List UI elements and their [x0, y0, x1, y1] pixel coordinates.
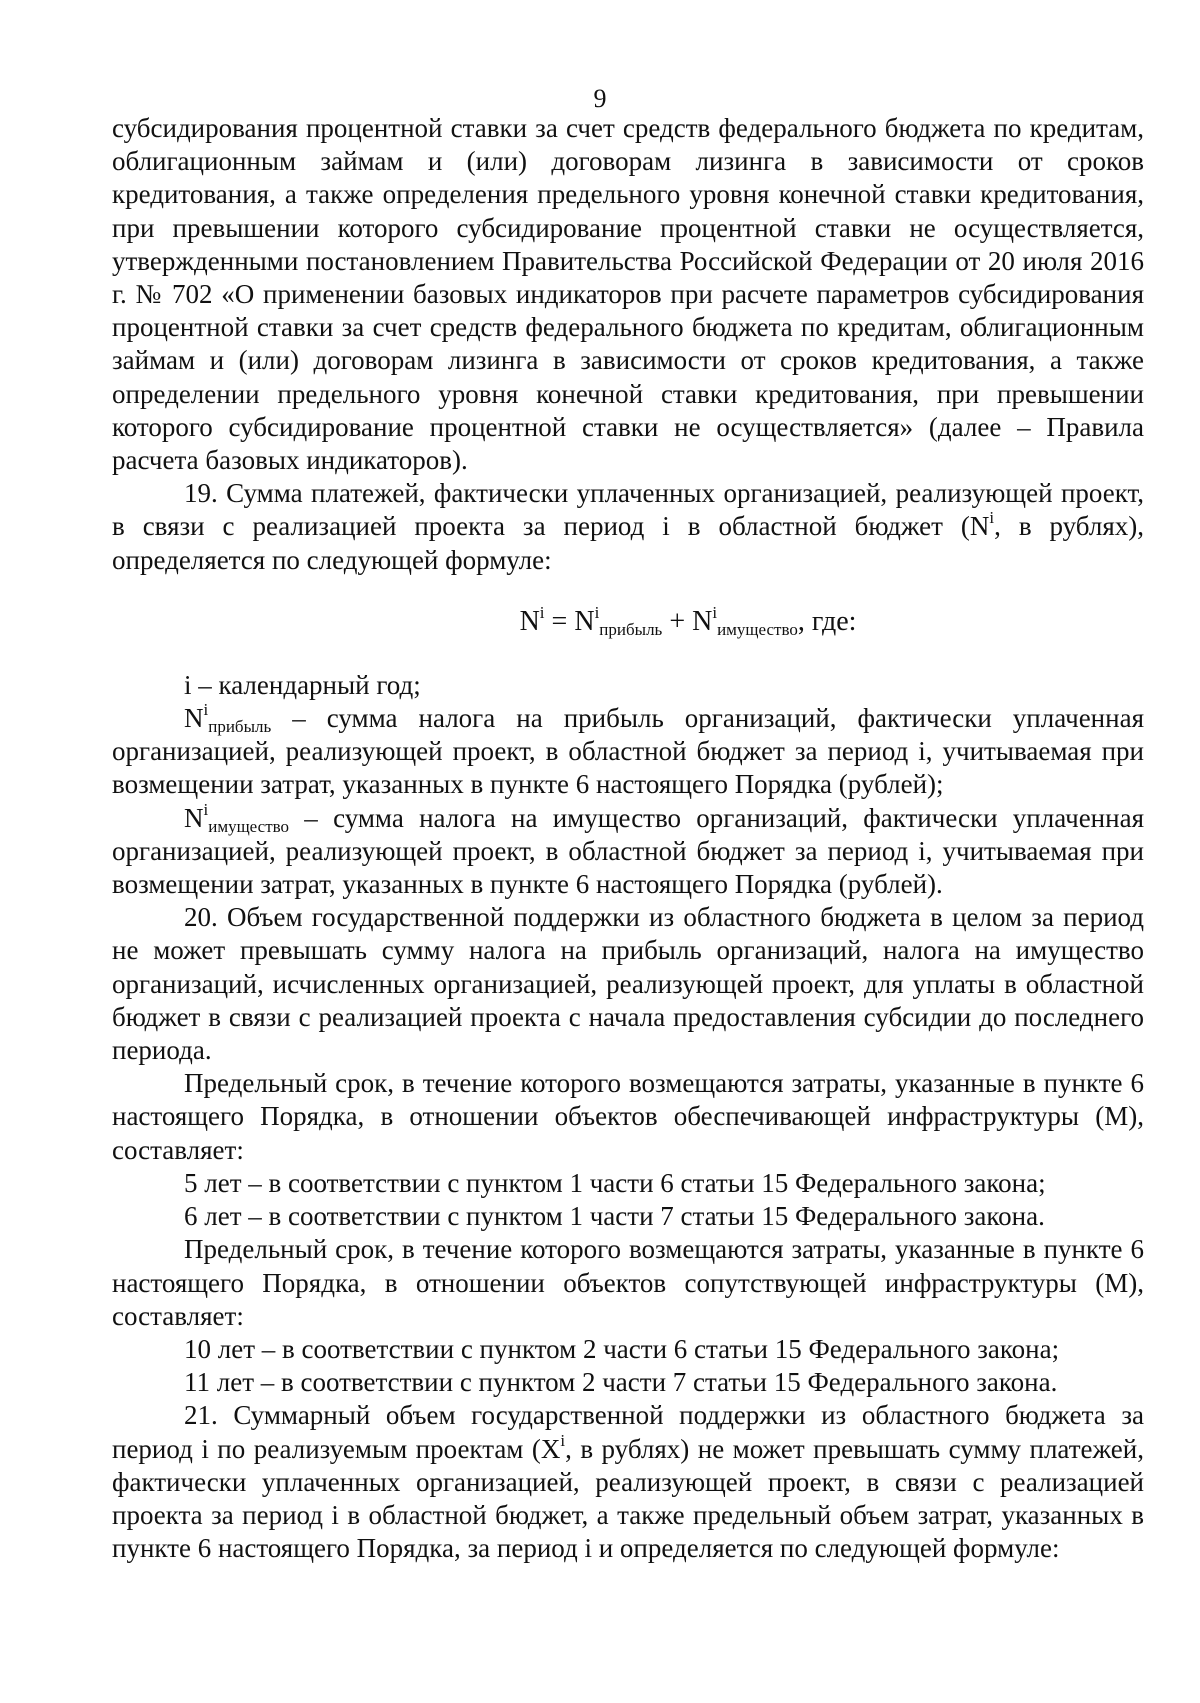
formula-term2-sup: i — [712, 602, 718, 622]
superscript-i: i — [560, 1430, 566, 1450]
formula-term2-sub: имущество — [717, 619, 798, 639]
paragraph-21-text-start: 21. Суммарный объем государственной поддержки из областного бюджета за период i по реализуемым проектам (X — [112, 1400, 1144, 1464]
formula-equals: = — [544, 605, 575, 637]
formula-term1: N — [574, 605, 595, 637]
formula-term1-sub: прибыль — [599, 619, 663, 639]
limit-accompanying-infrastructure: Предельный срок, в течение которого возмещаются затраты, указанные в пункте 6 настоящего Порядка, в отношении объектов сопутствующей инфраструктуры (M), составляет: — [112, 1234, 1144, 1331]
superscript-i: i — [989, 508, 995, 528]
symbol-sub-property: имущество — [208, 816, 290, 836]
symbol-sub-profit: прибыль — [208, 717, 272, 737]
definition-i: i – календарный год; — [184, 669, 421, 700]
paragraph-19-text-end: , в рублях), определяется по следующей формуле: — [112, 511, 1144, 575]
definition-property — [112, 799, 1144, 902]
paragraph-continuation: субсидирования процентной ставки за счет средств федерального бюджета по кредитам, облигационным займам и (или) договорам лизинга в зависимости от сроков кредитования, а также определения предельного уровня конечной ставки кредитования, при превышении которого субсидирование процентной ставки не осуществляется, утвержденными постановлением Правительства Российской Федерации от 20 июля 2016 г. № 702 «О применении базовых индикаторов при расчете параметров субсидирования процентной ставки за счет средств федерального бюджета по кредитам, облигационным займам и (или) договорам лизинга в зависимости от сроков кредитования, а также определении предельного уровня конечной ставки кредитования, при превышении которого субсидирование процентной ставки не осуществляется» (далее – Правила расчета базовых индикаторов). — [112, 113, 1144, 476]
symbol-n: N — [184, 802, 204, 833]
formula-tail: , где: — [797, 605, 857, 637]
limit-support-item-b: 6 лет – в соответствии с пунктом 1 части 7 статьи 15 Федерального закона. — [184, 1201, 1045, 1232]
paragraph-21-text-end: , в рублях) не может превышать сумму платежей, фактически уплаченных организацией, реализующей проект, в связи с реализацией проекта за период i в областной бюджет, а также предельный объем затрат, указанных в пункте 6 настоящего Порядка, за период i и определяется по следующей формуле: — [112, 1433, 1144, 1564]
paragraph-21 — [112, 1399, 1144, 1565]
formula-lhs: N — [519, 605, 540, 637]
paragraph-20: 20. Объем государственной поддержки из областного бюджета в целом за период не может превышать сумму налога на прибыль организаций, налога на имущество организаций, исчисленных организацией, реализующей проект, для уплаты в областной бюджет в связи с реализацией проекта с начала предоставления субсидии до последнего периода. — [112, 902, 1144, 1066]
paragraph-19-text-start: 19. Сумма платежей, фактически уплаченных организацией, реализующей проект, в связи с реализацией проекта за период i в областной бюджет (N — [112, 478, 1144, 542]
definition-property-text: – сумма налога на имущество организаций, фактически уплаченная организацией, реализующей проект, в областной бюджет за период i, учитываемая при возмещении затрат, указанных в пункте 6 настоящего Порядка (рублей). — [112, 802, 1144, 900]
paragraph-19 — [112, 477, 1144, 577]
page-number: 9 — [593, 84, 607, 113]
limit-support-item-a: 5 лет – в соответствии с пунктом 1 части 6 статьи 15 Федерального закона; — [184, 1167, 1046, 1198]
symbol-sup-i: i — [203, 700, 209, 720]
formula-plus: + — [662, 605, 693, 637]
document-body — [112, 112, 1144, 1565]
formula-lhs-sup: i — [539, 602, 545, 622]
limit-accompanying-item-a: 10 лет – в соответствии с пунктом 2 части 6 статьи 15 Федерального закона; — [184, 1333, 1060, 1364]
formula-term2: N — [692, 605, 713, 637]
definition-profit-text: – сумма налога на прибыль организаций, фактически уплаченная организацией, реализующей проект, в областной бюджет за период i, учитываемая при возмещении затрат, указанных в пункте 6 настоящего Порядка (рублей); — [112, 703, 1144, 800]
definition-profit — [112, 702, 1144, 802]
symbol-sup-i: i — [203, 799, 209, 819]
symbol-n: N — [184, 703, 204, 734]
formula-n-i — [112, 602, 1144, 639]
limit-accompanying-item-b: 11 лет – в соответствии с пунктом 2 части 7 статьи 15 Федерального закона. — [184, 1367, 1058, 1398]
formula-term1-sup: i — [594, 602, 600, 622]
limit-support-infrastructure: Предельный срок, в течение которого возмещаются затраты, указанные в пункте 6 настоящего Порядка, в отношении объектов обеспечивающей инфраструктуры (M), составляет: — [112, 1068, 1144, 1165]
